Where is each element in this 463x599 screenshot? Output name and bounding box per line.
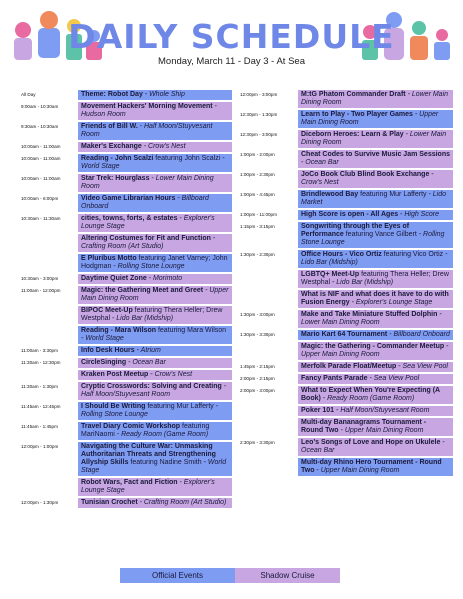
schedule-row [21,326,232,344]
event-location: - World Stage [81,155,225,170]
event-location: - Crafting Room (Art Studio) [81,235,216,250]
event-block [298,362,453,372]
event-time [240,342,298,360]
event-block [298,270,453,288]
schedule-row [240,374,453,384]
schedule-row [21,174,232,192]
event-block [78,326,232,344]
event-time: 11:45am - 1:45pm [21,424,58,429]
event-block [298,386,453,404]
schedule-row [240,342,453,360]
event-time: 11:00am - 3:30pm [21,348,58,353]
schedule-row [21,254,232,272]
event-location: - Half Moon/Stuyvesant Room [334,407,430,414]
event-location: - Upper Main Dining Room [301,111,439,126]
event-location: - Sea View Pool [367,375,420,382]
event-time: 2:30pm - 3:30pm [240,440,275,445]
event-block [298,110,453,128]
event-time: 1:00pm - 4:45pm [240,192,275,197]
event-location: - Lower Main Dining Room [81,175,214,190]
schedule-row [240,210,453,220]
event-time: 1:00pm - 2:30pm [240,172,275,177]
event-title: Multi-day Bananagrams Tournament - Round Two [301,419,427,434]
event-featuring: featuring Vico Ortiz [381,251,444,258]
event-featuring: featuring John Scalzi [153,155,221,162]
event-title: Cheat Codes to Survive Music Jam Sessions [301,151,450,158]
event-title: cities, towns, forts, & estates [81,215,178,222]
schedule-row [240,310,453,328]
event-location: - Half Moon/Stuyvesant Room [81,383,227,398]
schedule-row [240,250,453,268]
event-time: 1:00pm - 2:00pm [240,152,275,157]
event-block [298,210,453,220]
event-block [78,234,232,252]
event-title: Cryptic Crosswords: Solving and Creating [81,383,222,390]
schedule-row [21,358,232,368]
schedule-row [21,402,232,420]
event-location: - Atrium [134,347,161,354]
event-title: Mario Kart 64 Tournament [301,331,388,338]
event-block [298,90,453,108]
schedule-row [240,458,453,476]
event-location: - Explorer's Lounge Stage [81,479,215,494]
schedule-row [21,154,232,172]
schedule-row [240,190,453,208]
event-block [298,458,453,476]
event-time [240,270,298,288]
event-location: - Sea View Pool [396,363,448,370]
schedule-row [240,90,453,108]
event-title: High Score is open - All Ages [301,211,399,218]
event-title: What is NIF and what does it have to do with Fusion Energy [301,291,449,306]
event-location: - Ready Room (Game Room) [320,395,415,402]
event-block [78,142,232,152]
event-block [78,382,232,400]
schedule-row [240,110,453,128]
event-featuring: featuring Janet Varney; John Hodgman [81,255,228,270]
event-location: - World Stage [81,459,227,474]
schedule-row [21,102,232,120]
event-location: - Half Moon/Stuyvesant Room [81,123,213,138]
event-block [78,442,232,476]
event-block [298,170,453,188]
schedule-row [240,438,453,456]
event-title: Maker's Exchange [81,143,142,150]
event-location: - Lido Market [301,191,447,206]
event-location: - Upper Main Dining Room [81,287,229,302]
event-time: 1:30pm - 3:30pm [240,332,275,337]
event-location: - Ready Room (Game Room) [114,431,209,438]
schedule-row [240,222,453,248]
schedule-row [21,90,232,100]
event-block [78,498,232,508]
event-time: 12:30pm - 3:00pm [240,132,278,137]
event-title: LGBTQ+ Meet-Up [301,271,360,278]
event-time: 1:30pm - 3:00pm [240,312,275,317]
event-featuring: featuring Mur Lafferty [358,191,427,198]
event-location: - Upper Main Dining Room [338,427,424,434]
legend-shadow: Shadow Cruise [235,568,340,583]
event-time: 11:00am - 12:00pm [21,288,61,293]
header [0,0,463,80]
schedule-row [21,370,232,380]
event-title: Multi-day Rhino Hero Tournament - Round Two [301,459,442,474]
event-title: Fancy Pants Parade [301,375,368,382]
event-title: CircleSinging [81,359,127,366]
event-block [298,418,453,436]
event-location: - Explorer's Lounge Stage [349,299,433,306]
event-time: 1:30pm - 2:30pm [240,252,275,257]
event-block [298,150,453,168]
schedule-row [21,234,232,252]
event-time: All Day [21,92,36,97]
event-time: 10:00am - 11:00am [21,176,61,181]
event-block [298,190,453,208]
event-time [240,290,298,308]
event-location: - High Score [398,211,439,218]
schedule-row [240,362,453,372]
event-block [78,174,232,192]
page-title: DAILY SCHEDULE [68,17,395,56]
schedule-row [240,130,453,148]
event-title: Learn to Play - Two Player Games [301,111,413,118]
event-title: Kraken Post Meetup [81,371,149,378]
event-block [298,374,453,384]
event-time [21,254,78,272]
schedule-row [21,142,232,152]
event-title: Make and Take Miniature Stuffed Dolphin [301,311,438,318]
event-location: - Upper Main Dining Room [314,467,400,474]
event-block [298,130,453,148]
event-featuring: featuring MariNaomi [81,423,210,438]
schedule-row [240,418,453,436]
event-title: I Should Be Writing [81,403,146,410]
event-title: Office Hours - Vico Ortiz [301,251,382,258]
schedule-row [21,274,232,284]
event-featuring: featuring Mara Wilson [156,327,227,334]
event-block [78,214,232,232]
event-location: - Billboard Onboard [387,331,450,338]
event-title: Star Trek: Hourglass [81,175,150,182]
schedule-row [21,306,232,324]
event-location: - Ocean Bar [126,359,166,366]
event-title: Friends of Bill W. [81,123,138,130]
event-title: Daytime Quiet Zone [81,275,147,282]
schedule-row [240,330,453,340]
event-featuring: featuring Vance Gilbert [343,231,417,238]
event-featuring: featuring Thera Heller; Drew Westphal [81,307,223,322]
event-time: 12:30pm - 1:30pm [240,112,278,117]
event-time: 10:00am - 11:00am [21,156,61,161]
event-time [21,478,78,496]
event-featuring: featuring Thera Heller; Drew Westphal [301,271,449,286]
schedule-row [240,406,453,416]
event-block [298,330,453,340]
event-time: 2:00pm - 3:00pm [240,388,275,393]
event-block [78,90,232,100]
page-subtitle: Monday, March 11 - Day 3 - At Sea [158,56,305,67]
event-title: M:tG Phatom Commander Draft [301,91,406,98]
event-time: 10:00am - 11:00am [21,144,61,149]
schedule-row [21,214,232,232]
event-title: Diceborn Heroes: Learn & Play [301,131,404,138]
event-location: - Rolling Stone Lounge [111,263,185,270]
event-block [78,254,232,272]
event-time [21,326,78,344]
event-block [298,342,453,360]
schedule-row [21,382,232,400]
event-time: 10:00am - 6:00pm [21,196,59,201]
event-title: Info Desk Hours [81,347,135,354]
event-title: Theme: Robot Day [81,91,143,98]
event-time [21,234,78,252]
event-block [78,122,232,140]
event-title: Leo's Songs of Love and Hope on Ukulele [301,439,441,446]
event-location: - Billboard Onboard [81,195,209,210]
schedule-row [240,170,453,188]
event-time: 1:00pm - 11:00pm [240,212,277,217]
event-location: - Hudson Room [81,103,217,118]
event-block [298,406,453,416]
event-title: JoCo Book Club Blind Book Exchange [301,171,430,178]
schedule-row [21,194,232,212]
event-time: 11:30am - 12:30pm [21,360,61,365]
event-title: Brindlewood Bay [301,191,359,198]
event-location: - Whole Ship [142,91,185,98]
event-title: Movement Hackers' Morning Movement [81,103,213,110]
event-time: 1:15pm - 3:15pm [240,224,275,229]
event-block [78,402,232,420]
event-block [298,290,453,308]
event-block [298,250,453,268]
event-block [78,370,232,380]
event-block [298,438,453,456]
event-block [78,422,232,440]
event-title: Altering Costumes for Fit and Function [81,235,211,242]
event-location: - Crow's Nest [301,171,434,186]
event-time: 12:00pm - 3:00pm [240,92,278,97]
event-time: 1:45pm - 2:15pm [240,364,275,369]
schedule-row [240,150,453,168]
event-time [240,418,298,436]
schedule-row [240,270,453,288]
event-time: 2:00pm - 2:15pm [240,376,275,381]
event-location: - World Stage [81,335,124,342]
event-block [78,286,232,304]
event-location: - Lower Main Dining Room [301,311,442,326]
schedule-row [21,422,232,440]
event-title: Robot Wars, Fact and Fiction [81,479,178,486]
event-location: - Upper Main Dining Room [301,343,449,358]
event-title: Navigating the Culture War: Unmasking Authoritarian Threats and Strengthening Allyship Skills [81,443,216,466]
event-time [240,458,298,476]
event-block [298,222,453,248]
event-block [78,346,232,356]
event-block [78,306,232,324]
event-featuring: featuring Mur Lafferty [145,403,214,410]
schedule-row [240,386,453,404]
event-block [298,310,453,328]
event-time: 11:30am - 1:30pm [21,384,58,389]
schedule-row [21,442,232,476]
event-title: Songwriting through the Eyes of Performance [301,223,410,238]
event-time: 10:30am - 11:30am [21,216,61,221]
event-time: 10:30am - 3:00pm [21,276,59,281]
event-location: - Explorer's Lounge Stage [81,215,215,230]
event-title: What to Expect When You're Expecting (A Book) [301,387,440,402]
schedule-row [21,498,232,508]
event-time: 9:30am - 10:30am [21,124,59,129]
event-location: - Lower Main Dining Room [301,131,447,146]
event-time: 12:00pm - 1:30pm [21,500,59,505]
event-title: Magic: the Gathering - Commander Meetup [301,343,445,350]
event-title: Reading - John Scalzi [81,155,154,162]
event-time: 11:45am - 12:45pm [21,404,61,409]
event-location: - Ocean Bar [301,439,445,454]
event-time: 9:00am - 10:30am [21,104,59,109]
schedule-row [21,346,232,356]
event-location: - Rolling Stone Lounge [81,403,219,418]
event-location: - Crow's Nest [148,371,193,378]
event-location: - Crow's Nest [141,143,186,150]
event-block [78,102,232,120]
event-location: - Rolling Stone Lounge [301,231,445,246]
event-featuring: featuring Nadine Smith [128,459,202,466]
event-location: - Ocean Bar [301,159,339,166]
event-title: E Pluribus Motto [81,255,137,262]
event-title: Reading - Mara Wilson [81,327,157,334]
event-time: 12:00pm - 1:00pm [21,444,59,449]
event-time [21,370,78,380]
event-title: BIPOC Meet-Up [81,307,133,314]
event-title: Tunisian Crochet [81,499,138,506]
event-time [21,306,78,324]
event-title: Magic: the Gathering Meet and Greet [81,287,204,294]
schedule-row [21,122,232,140]
event-time [240,406,298,416]
event-location: - Lido Bar (Midship) [330,279,394,286]
event-location: - Lido Bar (Midship) [110,315,174,322]
event-block [78,358,232,368]
event-location: - Morimoto [146,275,183,282]
event-block [78,478,232,496]
legend-official: Official Events [120,568,235,583]
event-title: Travel Diary Comic Workshop [81,423,181,430]
event-location: - Lido Bar (Midship) [301,251,448,266]
schedule-row [240,290,453,308]
event-block [78,194,232,212]
event-title: Merfolk Parade Float/Meetup [301,363,397,370]
event-location: - Lower Main Dining Room [301,91,449,106]
event-block [78,274,232,284]
schedule-row [21,286,232,304]
event-location: - Crafting Room (Art Studio) [137,499,227,506]
schedule-row [21,478,232,496]
event-block [78,154,232,172]
event-title: Poker 101 [301,407,335,414]
event-title: Video Game Librarian Hours [81,195,176,202]
